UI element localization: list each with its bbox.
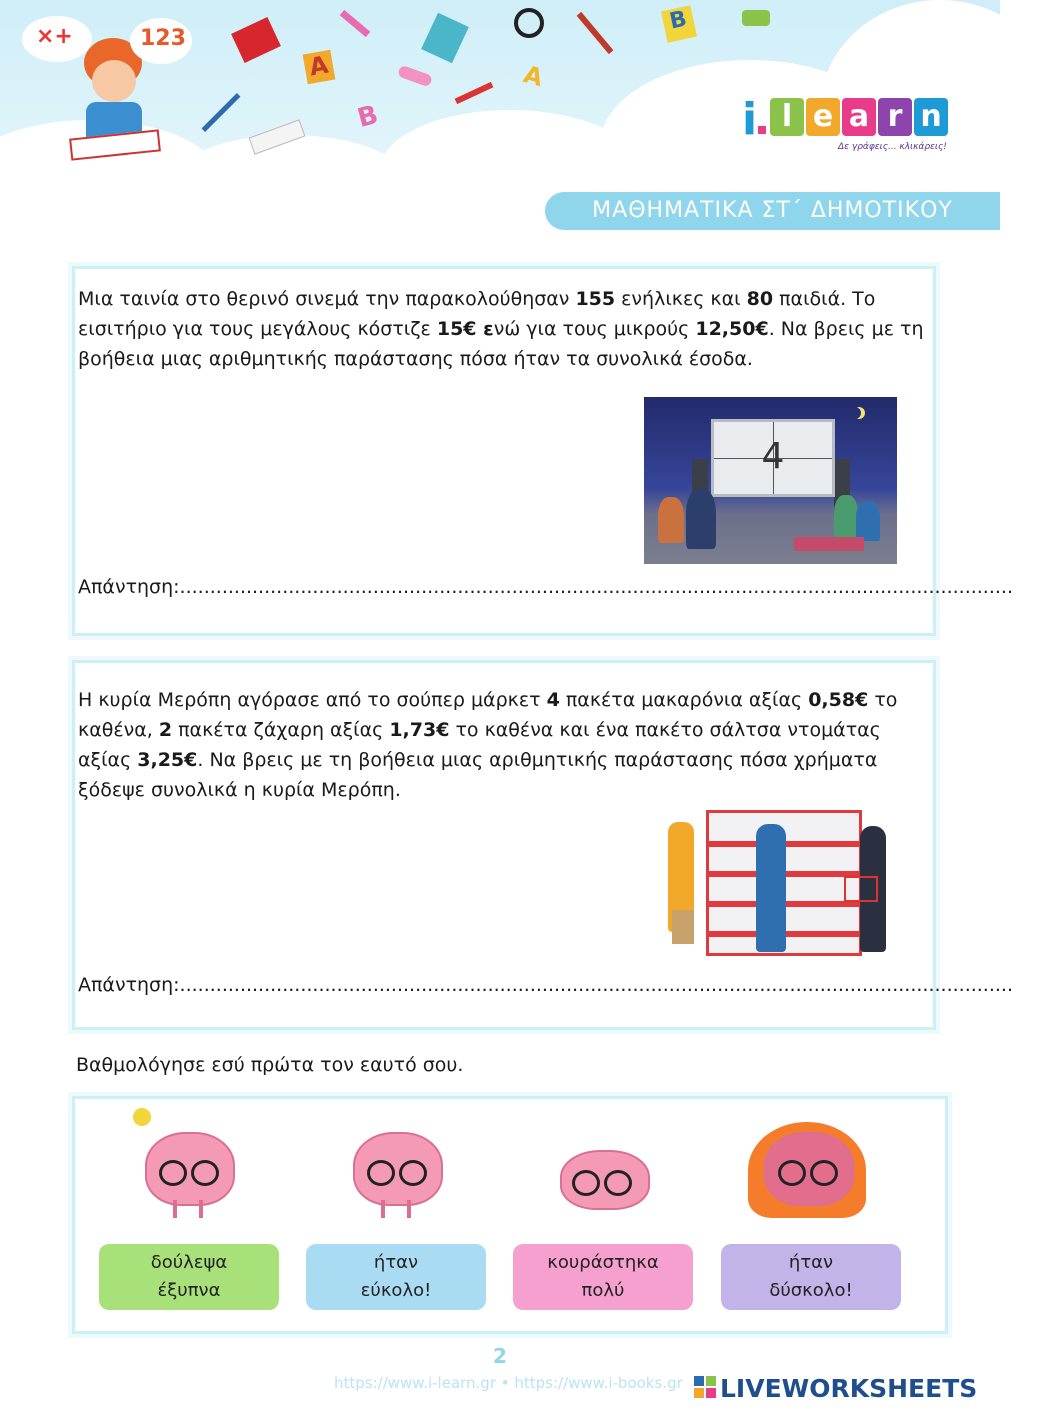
option-line: δούλεψα [150, 1252, 228, 1273]
math-symbols-bubble: ×+ [22, 16, 92, 62]
footer-urls[interactable]: https://www.i-learn.gr • https://www.i-books.gr [334, 1374, 683, 1392]
brain-easy-icon [341, 1118, 451, 1218]
brain-difficult-icon [752, 1118, 862, 1218]
text-part: ενήλικες και [615, 288, 747, 310]
letter-b-icon: B [354, 99, 382, 135]
option-line: δύσκολο! [769, 1280, 853, 1301]
pencil-icon [577, 12, 614, 54]
text-part: το καθένα, [78, 689, 898, 741]
brain-smart-icon [133, 1118, 243, 1218]
text-part: πακέτα μακαρόνια αξίας [559, 689, 809, 711]
logo-square [706, 1376, 716, 1386]
numbers-bubble: 123 [130, 18, 192, 64]
shopping-bag-icon [672, 910, 694, 944]
answer-dots: .......................................................................................................................................... [179, 576, 1014, 598]
logo-i: i [742, 94, 758, 145]
blanket-icon [794, 537, 864, 551]
letter-a-icon: A [520, 60, 546, 92]
rating-option-smart[interactable] [99, 1244, 279, 1310]
logo-letter: e [806, 98, 840, 136]
problem-2-answer-line[interactable] [78, 974, 1014, 996]
text-part: Η κυρία Μερόπη αγόρασε από το σούπερ μάρκετ [78, 689, 547, 711]
bold-number: 80 [746, 288, 774, 310]
liveworksheets-logo [694, 1374, 994, 1404]
viewer-figure [834, 495, 858, 541]
supermarket-illustration [650, 806, 892, 962]
option-line: πολύ [581, 1280, 625, 1301]
i-learn-logo [742, 92, 947, 162]
lightbulb-icon [133, 1108, 151, 1126]
text-part: παιδιά. Το εισιτήριο για τους μεγάλους κόστιζε [78, 288, 876, 340]
eraser-icon [397, 65, 433, 88]
logo-letter: n [914, 98, 948, 136]
magnifier-icon [514, 8, 544, 38]
viewer-figure [658, 497, 684, 543]
logo-square [694, 1388, 704, 1398]
problem-1-answer-line[interactable] [78, 576, 1014, 598]
text-part: . Να βρεις με τη βοήθεια μιας αριθμητικής παράστασης πόσα χρήματα ξόδεψε συνολικά η κυρία Μερόπη. [78, 749, 878, 801]
problem-1-text [78, 284, 924, 374]
rating-option-tired[interactable] [513, 1244, 693, 1310]
bold-number: 0,58€ [808, 689, 869, 711]
viewer-figure [856, 501, 880, 541]
answer-dots: .......................................................................................................................................... [179, 974, 1014, 996]
logo-letter: l [770, 98, 804, 136]
viewer-figure [686, 489, 716, 549]
option-line: κουράστηκα [547, 1252, 659, 1273]
text-part: το καθένα και ένα πακέτο σάλτσα ντομάτας αξίας [78, 719, 881, 771]
logo-letters [770, 98, 948, 136]
crayon-icon [340, 10, 371, 37]
option-line: ήταν [373, 1252, 419, 1273]
problem-2-text [78, 685, 924, 805]
bold-number: 4 [546, 689, 560, 711]
logo-tagline: Δε γράφεις... κλικάρεις! [838, 142, 947, 152]
answer-label: Απάντηση: [78, 576, 180, 598]
brain-tired-icon [548, 1118, 658, 1218]
subject-banner [545, 192, 1000, 230]
logo-dot [758, 126, 766, 134]
bold-number: 3,25€ [137, 749, 198, 771]
countdown-number: 4 [761, 436, 785, 477]
shopping-basket-icon [844, 876, 878, 902]
subject-title: ΜΑΘΗΜΑΤΙΚΑ ΣΤ΄ ΔΗΜΟΤΙΚΟΥ [592, 198, 953, 223]
text-part: . Να βρεις με τη βοήθεια μιας αριθμητικής παράστασης πόσα ήταν τα συνολικά έσοδα. [78, 318, 924, 370]
outdoor-cinema-illustration [644, 397, 897, 564]
bold-number: 15€ ε [436, 318, 494, 340]
woman-figure [756, 824, 786, 952]
rating-option-easy[interactable] [306, 1244, 486, 1310]
option-line: εύκολο! [360, 1280, 432, 1301]
text-part: πακέτα ζάχαρη αξίας [172, 719, 390, 741]
red-crayon-icon [455, 82, 494, 104]
rating-option-difficult[interactable] [721, 1244, 901, 1310]
moon-icon [849, 407, 861, 419]
bold-number: 1,73€ [389, 719, 450, 741]
bold-number: 12,50€ [695, 318, 769, 340]
cinema-screen [711, 419, 835, 497]
red-book-icon [231, 17, 281, 63]
answer-label: Απάντηση: [78, 974, 180, 996]
page-number: 2 [493, 1344, 507, 1368]
cloud-shape [170, 135, 410, 235]
logo-letter: a [842, 98, 876, 136]
logo-letter: r [878, 98, 912, 136]
logo-square [706, 1388, 716, 1398]
sharpener-icon [742, 10, 770, 26]
option-line: ήταν [788, 1252, 834, 1273]
option-line: έξυπνα [157, 1280, 221, 1301]
bold-number: 2 [158, 719, 173, 741]
pencil-icon [202, 93, 241, 132]
letter-b-block-icon: B [661, 5, 697, 43]
text-part: νώ για τους μικρούς [493, 318, 696, 340]
logo-square [694, 1376, 704, 1386]
liveworksheets-text: LIVEWORKSHEETS [720, 1374, 978, 1403]
rating-title: Βαθμολόγησε εσύ πρώτα τον εαυτό σου. [76, 1054, 464, 1076]
teal-book-icon [421, 13, 469, 64]
text-part: Μια ταινία στο θερινό σινεμά την παρακολούθησαν [78, 288, 576, 310]
letter-a-block-icon: A [303, 50, 336, 84]
bold-number: 155 [575, 288, 616, 310]
